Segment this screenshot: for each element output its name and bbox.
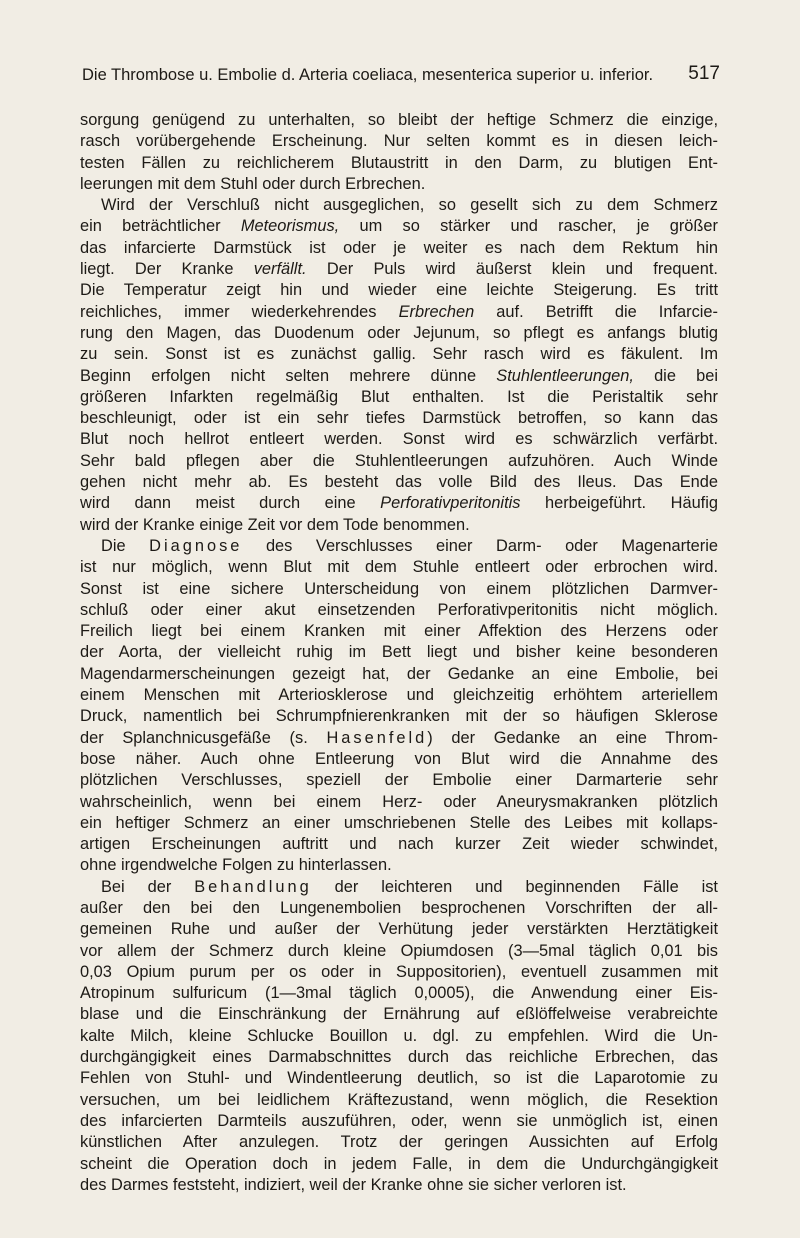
text-line [80,408,718,429]
text-segment: 0,03 Opium purum per os oder in Suppositorien), eventuell zusammen mit [80,962,718,981]
emphasized-term: Erbrechen [398,302,475,321]
text-line [80,195,718,216]
text-line [80,1090,718,1111]
text-segment: Wird der Verschluß nicht ausgeglichen, so gesellt sich zu dem Schmerz [101,196,718,215]
text-segment: außer den bei den Lungenembolien besprochenen Vorschriften der all- [80,898,718,917]
text-line [80,1047,718,1068]
text-segment: liegt. Der Kranke [80,260,254,279]
text-line [80,1026,718,1047]
text-line [80,280,718,301]
text-line [80,1111,718,1132]
emphasized-term: Perforativperitonitis [380,494,521,513]
text-segment: Der Puls wird äußerst klein und frequent. [306,260,718,279]
text-segment: Die [101,536,150,555]
text-segment: größeren Infarkten regelmäßig Blut enthalten. Ist die Peristaltik sehr [80,387,718,406]
text-segment: des infarcierten Darmteils auszuführen, oder, wenn sie unmöglich ist, einen [80,1111,718,1130]
text-line [80,238,718,259]
text-line [80,515,718,536]
text-segment: sorgung genügend zu unterhalten, so bleibt der heftige Schmerz die einzige, [80,111,718,129]
text-line [80,600,718,621]
text-segment: ist nur möglich, wenn Blut mit dem Stuhle entleert oder erbrochen wird. [80,558,718,577]
text-line [80,344,718,365]
text-segment: scheint die Operation doch in jedem Falle, in dem die Undurchgängigkeit [80,1154,718,1173]
text-segment: ) der Gedanke an eine Throm- [427,728,718,747]
text-line [80,472,718,493]
text-segment: ein heftiger Schmerz an einer umschriebenen Stelle des Leibes mit kollaps- [80,813,718,832]
text-segment: Sehr bald pflegen aber die Stuhlentleerungen aufzuhören. Auch Winde [80,451,718,470]
text-segment: bose näher. Auch ohne Entleerung von Blut wird die Annahme des [80,749,718,768]
text-segment: des Verschlusses einer Darm- oder Magenarterie [242,536,718,555]
text-line [80,366,718,387]
text-segment: ohne irgendwelche Folgen zu hinterlassen. [80,856,392,875]
text-line [80,1132,718,1153]
text-line [80,962,718,983]
text-segment: der leichteren und beginnenden Fälle ist [311,877,718,896]
text-segment: leerungen mit dem Stuhl oder durch Erbrechen. [80,174,426,193]
text-line [80,877,718,898]
text-segment: schluß oder einer akut einsetzenden Perforativperitonitis nicht möglich. [80,600,718,619]
text-line [80,664,718,685]
text-segment: Druck, namentlich bei Schrumpfnierenkranken mit der so häufigen Sklerose [80,707,718,726]
text-segment: Die Temperatur zeigt hin und wieder eine leichte Steigerung. Es tritt [80,281,718,300]
page-number: 517 [688,63,720,84]
text-segment: plötzlichen Verschlusses, speziell der Embolie einer Darmarterie sehr [80,771,718,790]
emphasized-term: Stuhlentleerungen, [496,366,634,385]
text-line [80,898,718,919]
text-line [80,174,718,195]
text-segment: der Splanchnicusgefäße (s. [80,728,327,747]
text-segment: Magendarmerscheinungen gezeigt hat, der Gedanke an eine Embolie, bei [80,664,718,683]
text-segment: reichliches, immer wiederkehrendes [80,302,399,321]
body-text [80,110,718,1196]
text-line [80,131,718,152]
text-segment: rung den Magen, das Duodenum oder Jejunum, so pflegt es anfangs blutig [80,323,718,342]
text-line [80,770,718,791]
text-segment: die bei [633,366,718,385]
text-segment: wird dann meist durch eine [80,494,381,513]
running-header [80,63,720,90]
text-line [80,493,718,514]
spaced-term: Hasenfeld [326,728,428,747]
spaced-term: Behandlung [194,877,312,896]
text-segment: blase und die Einschränkung der Ernährung auf eßlöffelweise verabreichte [80,1005,718,1024]
text-segment: versuchen, um bei leidlichem Kräftezustand, wenn möglich, die Resektion [80,1090,718,1109]
text-line [80,855,718,876]
text-segment: Sonst ist eine sichere Unterscheidung von einem plötzlichen Darmver- [80,579,718,598]
text-segment: Freilich liegt bei einem Kranken mit einer Affektion des Herzens oder [80,622,718,641]
text-line [80,259,718,280]
text-segment: Bei der [101,877,195,896]
text-line [80,983,718,1004]
text-segment: um so stärker und rascher, je größer [339,217,719,236]
text-segment: testen Fällen zu reichlicherem Blutaustritt in den Darm, zu blutigen Ent- [80,153,718,172]
text-segment: der Aorta, der vielleicht ruhig im Bett liegt und bisher keine besonderen [80,643,718,662]
text-segment: auf. Betrifft die Infarcie- [474,302,719,321]
text-line [80,749,718,770]
text-segment: durchgängigkeit eines Darmabschnittes durch das reichliche Erbrechen, das [80,1048,718,1067]
text-line [80,429,718,450]
text-segment: des Darmes feststeht, indiziert, weil der Kranke ohne sie sicher verloren ist. [80,1175,627,1194]
text-segment: Beginn erfolgen nicht selten mehrere dünne [80,366,497,385]
text-segment: artigen Erscheinungen auftritt und nach kurzer Zeit wieder schwindet, [80,835,718,854]
emphasized-term: verfällt. [253,260,307,279]
text-line [80,110,718,131]
text-line [80,1175,718,1196]
text-segment: zu sein. Sonst ist es zunächst gallig. Sehr rasch wird es fäkulent. Im [80,345,718,364]
text-segment: gemeinen Ruhe und außer der Verhütung jeder verstärkten Herztätigkeit [80,920,718,939]
text-line [80,642,718,663]
running-title: Die Thrombose u. Embolie d. Arteria coeliaca, mesenterica superior u. inferior. [82,66,654,84]
text-line [80,813,718,834]
text-segment: ein beträchtlicher [80,217,241,236]
text-line [80,451,718,472]
text-line [80,536,718,557]
text-line [80,153,718,174]
text-line [80,216,718,237]
text-segment: künstlichen After anzulegen. Trotz der geringen Aussichten auf Erfolg [80,1133,718,1152]
text-segment: gehen nicht mehr ab. Es besteht das volle Bild des Ileus. Das Ende [80,473,718,492]
text-segment: einem Menschen mit Arteriosklerose und gleichzeitig erhöhtem arteriellem [80,686,718,705]
text-segment: Atropinum sulfuricum (1—3mal täglich 0,0005), die Anwendung einer Eis- [80,984,718,1003]
text-line [80,1004,718,1025]
text-line [80,621,718,642]
text-line [80,834,718,855]
text-line [80,387,718,408]
text-segment: Fehlen von Stuhl- und Windentleerung deutlich, so ist die Laparotomie zu [80,1069,718,1088]
text-segment: kalte Milch, kleine Schlucke Bouillon u. dgl. zu empfehlen. Wird die Un- [80,1026,718,1045]
text-line [80,685,718,706]
text-segment: wahrscheinlich, wenn bei einem Herz- oder Aneurysmakranken plötzlich [80,792,718,811]
text-segment: beschleunigt, oder ist ein sehr tiefes Darmstück betroffen, so kann das [80,409,718,428]
text-line [80,579,718,600]
text-line [80,919,718,940]
text-segment: das infarcierte Darmstück ist oder je weiter es nach dem Rektum hin [80,238,718,257]
text-segment: Blut noch hellrot entleert werden. Sonst wird es schwärzlich verfärbt. [80,430,718,449]
text-line [80,323,718,344]
text-line [80,792,718,813]
text-segment: vor allem der Schmerz durch kleine Opiumdosen (3—5mal täglich 0,01 bis [80,941,718,960]
text-segment: wird der Kranke einige Zeit vor dem Tode benommen. [80,515,470,534]
text-line [80,1154,718,1175]
spaced-term: Diagnose [149,536,243,555]
emphasized-term: Meteorismus, [240,217,340,236]
text-line [80,557,718,578]
text-segment: herbeigeführt. Häufig [520,494,718,513]
text-line [80,728,718,749]
text-segment: rasch vorübergehende Erscheinung. Nur selten kommt es in diesen leich- [80,132,718,151]
text-line [80,1068,718,1089]
text-line [80,706,718,727]
text-line [80,941,718,962]
text-line [80,302,718,323]
